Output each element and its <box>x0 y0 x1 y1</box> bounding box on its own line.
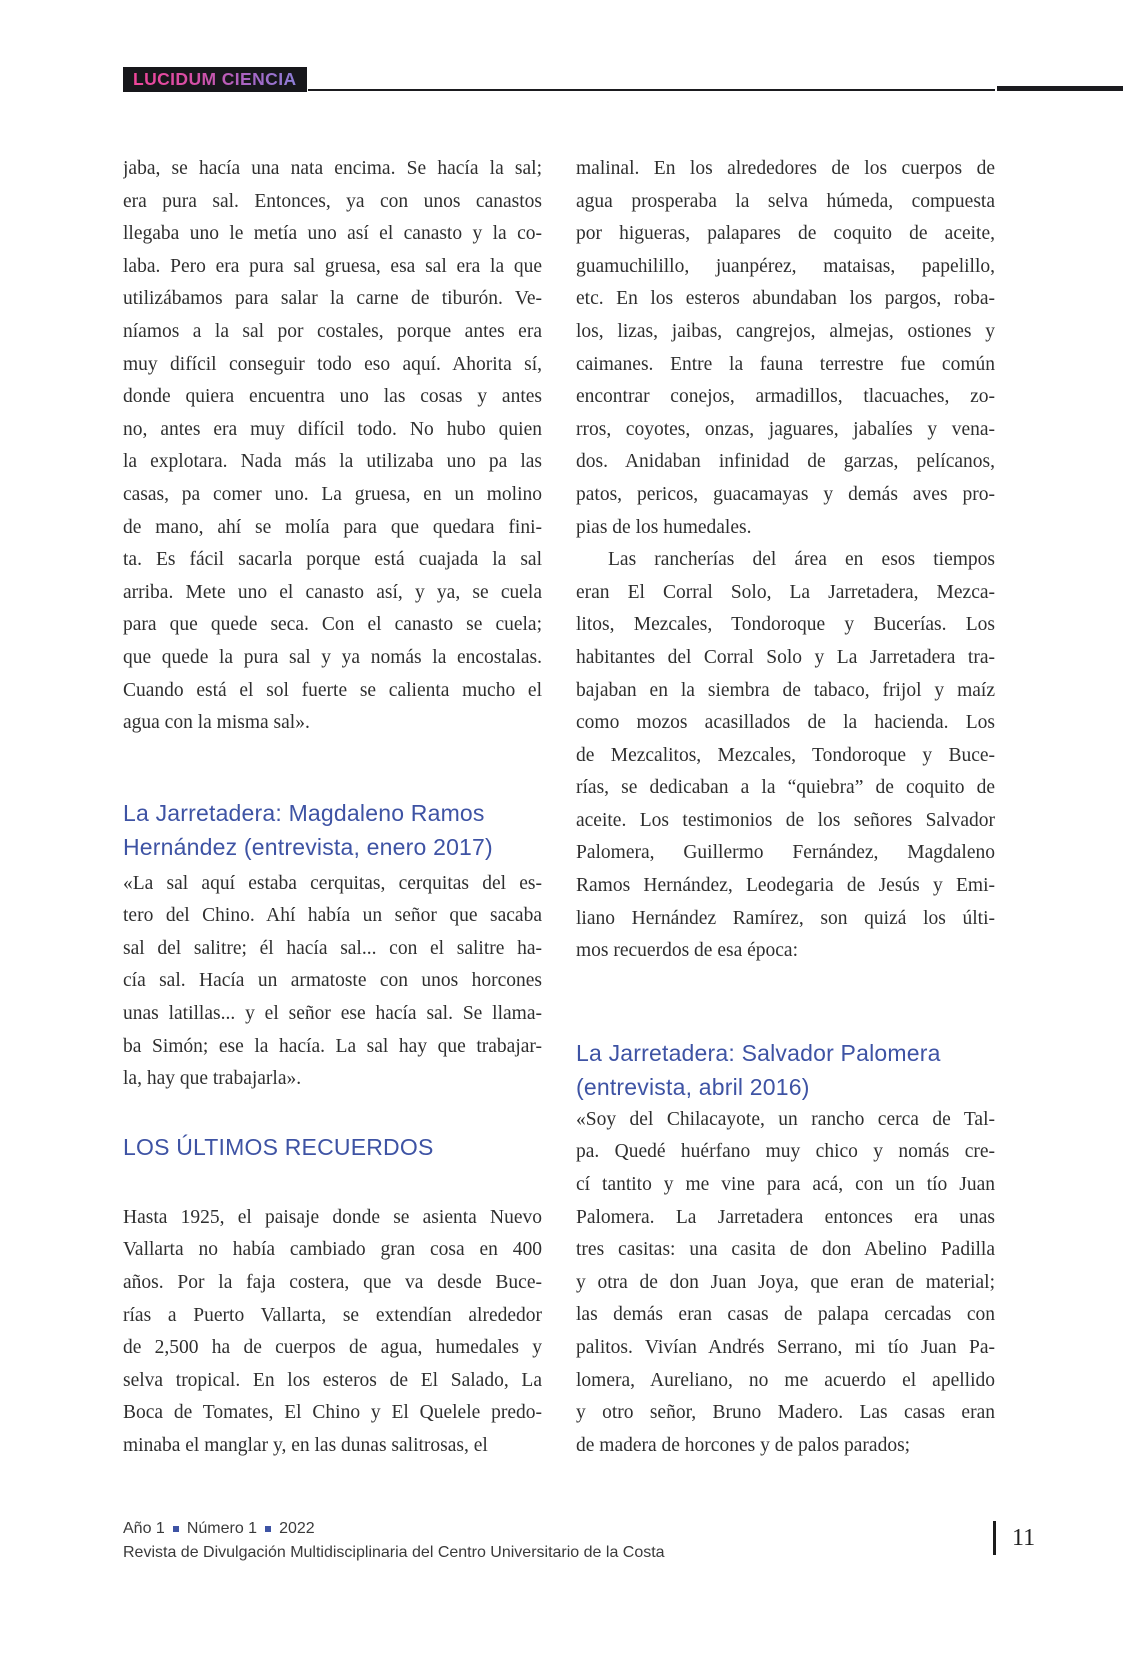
section-heading <box>123 796 542 864</box>
text-line: lomera, Aureliano, no me acuerdo el apellido <box>576 1369 995 1391</box>
text-line: tero del Chino. Ahí había un señor que sacaba <box>123 905 542 927</box>
text-line: «La sal aquí estaba cerquitas, cerquitas del es- <box>123 872 542 894</box>
text-line: años. Por la faja costera, que va desde Buce- <box>123 1272 542 1294</box>
text-line: rías, se dedicaban a la “quiebra” de coquito de <box>576 777 995 799</box>
text-line: cí tantito y me vine para acá, con un tío Juan <box>576 1174 995 1196</box>
text-line: caimanes. Entre la fauna terrestre fue común <box>576 353 995 375</box>
paragraph <box>123 1202 542 1463</box>
issue-date: 2022 <box>279 1520 315 1537</box>
left-column <box>123 153 542 1463</box>
right-column <box>576 153 995 1463</box>
text-line: rías a Puerto Vallarta, se extendían alrededor <box>123 1304 542 1326</box>
issue-year: Año 1 <box>123 1520 165 1537</box>
text-line: bajaban en la siembra de tabaco, frijol y maíz <box>576 679 995 701</box>
text-line: liano Hernández Ramírez, son quizá los últi- <box>576 907 995 929</box>
text-line: Cuando está el sol fuerte se calienta mucho el <box>123 679 542 701</box>
text-line: rros, coyotes, onzas, jaguares, jabalíes y vena- <box>576 418 995 440</box>
text-line: casas, pa comer uno. La gruesa, en un molino <box>123 483 542 505</box>
text-line: Ramos Hernández, Leodegaria de Jesús y Emi- <box>576 875 995 897</box>
text-line: aceite. Los testimonios de los señores Salvador <box>576 809 995 831</box>
paragraph <box>576 544 995 968</box>
text-line: y otro señor, Bruno Madero. Las casas eran <box>576 1402 995 1424</box>
footer <box>123 1517 665 1565</box>
text-line: laba. Pero era pura sal gruesa, esa sal era la que <box>123 255 542 277</box>
journal-name: Revista de Divulgación Multidisciplinaria del Centro Universitario de la Costa <box>123 1544 665 1561</box>
text-line: arriba. Mete uno el canasto así, y ya, se cuela <box>123 581 542 603</box>
section-heading <box>123 1130 542 1164</box>
text-line: ta. Es fácil sacarla porque está cuajada la sal <box>123 549 542 571</box>
text-line: mos recuerdos de esa época: <box>576 940 798 962</box>
text-line: etc. En los esteros abundaban los pargos, roba- <box>576 288 995 310</box>
text-line: de mano, ahí se molía para que quedara fini- <box>123 516 542 538</box>
text-line: La Jarretadera: Magdaleno Ramos <box>123 799 485 826</box>
text-line: dos. Anidaban infinidad de garzas, pelícanos, <box>576 451 995 473</box>
text-line: pias de los humedales. <box>576 516 752 538</box>
text-line: como mozos acasillados de la hacienda. Los <box>576 712 995 734</box>
text-line: Palomera, Guillermo Fernández, Magdaleno <box>576 842 995 864</box>
page-number-block <box>993 1521 1035 1555</box>
paragraph <box>123 868 542 1096</box>
text-line: litos, Mezcales, Tondoroque y Bucerías. Los <box>576 614 995 636</box>
text-line: que quede la pura sal y ya nomás la encostalas. <box>123 646 542 668</box>
text-line: no, antes era muy difícil todo. No hubo quien <box>123 418 542 440</box>
text-line: y otra de don Juan Joya, que eran de material; <box>576 1271 995 1293</box>
text-line: jaba, se hacía una nata encima. Se hacía la sal; <box>123 158 542 179</box>
text-line: Hasta 1925, el paisaje donde se asienta Nuevo <box>123 1206 542 1228</box>
text-line: guamuchilillo, juanpérez, mataisas, papelillo, <box>576 255 995 277</box>
text-line: (entrevista, abril 2016) <box>576 1073 810 1100</box>
text-line: los, lizas, jaibas, cangrejos, almejas, ostiones y <box>576 320 995 342</box>
text-line: era pura sal. Entonces, ya con unos canastos <box>123 190 542 212</box>
text-line: llegaba uno le metía uno así el canasto y la co- <box>123 223 542 245</box>
text-line: muy difícil conseguir todo eso aquí. Ahorita sí, <box>123 353 542 375</box>
text-line: habitantes del Corral Solo y La Jarretadera tra- <box>576 646 995 668</box>
text-line: palitos. Vivían Andrés Serrano, mi tío Juan Pa- <box>576 1337 995 1358</box>
article-body <box>123 153 995 1463</box>
text-line: eran El Corral Solo, La Jarretadera, Mezca- <box>576 581 995 603</box>
text-line: LOS ÚLTIMOS RECUERDOS <box>123 1133 434 1160</box>
text-line: sal del salitre; él hacía sal... con el salitre ha- <box>123 937 542 959</box>
text-line: de madera de horcones y de palos parados; <box>576 1434 911 1456</box>
text-line: unas latillas... y el señor ese hacía sal. Se llama- <box>123 1003 542 1025</box>
separator-square-icon <box>173 1526 179 1532</box>
journal-logo <box>123 67 307 92</box>
text-line: níamos a la sal por costales, porque antes era <box>123 320 542 342</box>
text-line: patos, pericos, guacamayas y demás aves pro- <box>576 483 995 505</box>
text-line: donde quiera encuentra uno las cosas y antes <box>123 386 542 408</box>
text-line: Vallarta no había cambiado gran cosa en 400 <box>123 1239 542 1261</box>
text-line: las demás eran casas de palapa cercadas con <box>576 1304 995 1326</box>
text-line: de 2,500 ha de cuerpos de agua, humedales y <box>123 1337 542 1359</box>
text-line: minaba el manglar y, en las dunas salitrosas, el <box>123 1435 488 1456</box>
text-line: para que quede seca. Con el canasto se cuela; <box>123 614 542 636</box>
header-rule-thick <box>997 86 1123 91</box>
text-line: Boca de Tomates, El Chino y El Quelele predo- <box>123 1402 542 1424</box>
journal-logo-text: LUCIDUM CIENCIA <box>133 69 297 89</box>
paragraph <box>576 153 995 544</box>
page-number-divider <box>993 1521 996 1555</box>
text-line: utilizábamos para salar la carne de tiburón. Ve- <box>123 288 542 310</box>
page-number: 11 <box>1012 1525 1036 1551</box>
text-line: La Jarretadera: Salvador Palomera <box>576 1039 941 1066</box>
issue-info <box>123 1517 665 1541</box>
masthead <box>0 0 1123 100</box>
text-line: tres casitas: una casita de don Abelino Padilla <box>576 1239 995 1261</box>
issue-number: Número 1 <box>186 1520 258 1537</box>
text-line: la explotara. Nada más la utilizaba uno pa las <box>123 451 542 473</box>
text-line: Hernández (entrevista, enero 2017) <box>123 833 493 860</box>
text-line: la, hay que trabajarla». <box>123 1068 302 1090</box>
header-rule-thin <box>308 89 995 91</box>
text-line: selva tropical. En los esteros de El Salado, La <box>123 1369 542 1391</box>
paragraph <box>123 153 542 740</box>
text-line: de Mezcalitos, Mezcales, Tondoroque y Buce- <box>576 744 995 766</box>
text-line: encontrar conejos, armadillos, tlacuaches, zo- <box>576 386 995 408</box>
text-line: «Soy del Chilacayote, un rancho cerca de Tal- <box>576 1108 995 1130</box>
text-line: Palomera. La Jarretadera entonces era unas <box>576 1206 995 1228</box>
section-heading <box>576 1036 995 1104</box>
text-line: Las rancherías del área en esos tiempos <box>608 549 995 571</box>
text-line: por higueras, palapares de coquito de aceite, <box>576 223 995 245</box>
text-line: malinal. En los alrededores de los cuerpos de <box>576 158 995 179</box>
text-line: ba Simón; ese la hacía. La sal hay que trabajar- <box>123 1035 542 1057</box>
text-line: agua con la misma sal». <box>123 712 310 734</box>
text-line: pa. Quedé huérfano muy chico y nomás cre- <box>576 1141 995 1163</box>
separator-square-icon <box>265 1526 271 1532</box>
paragraph <box>576 1104 995 1463</box>
text-line: agua prosperaba la selva húmeda, compuesta <box>576 190 995 212</box>
text-line: cía sal. Hacía un armatoste con unos horcones <box>123 970 542 992</box>
